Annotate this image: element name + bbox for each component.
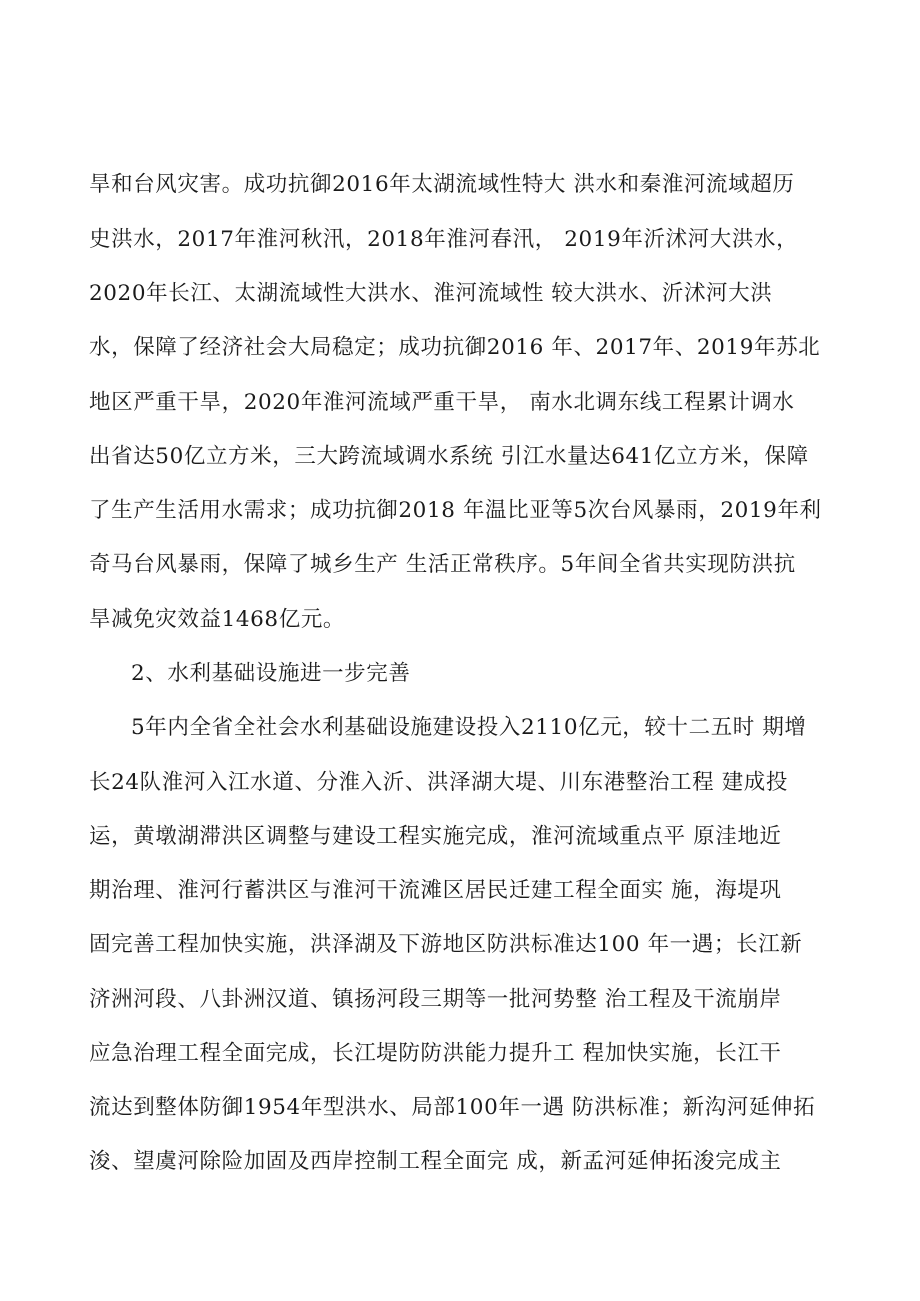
section-heading: 2、水利基础设施进一步完善 [131,661,411,686]
paragraph-1-line-4: 水，保障了经济社会大局稳定；成功抗御2016 年、2017年、2019年苏北 [89,335,821,360]
paragraph-2-line-7: 应急治理工程全面完成，长江堤防防洪能力提升工 程加快实施，长江干 [89,1041,782,1066]
paragraph-2-line-9: 浚、望虞河除险加固及西岸控制工程全面完 成，新孟河延伸拓浚完成主 [89,1149,782,1174]
paragraph-2-line-6: 济洲河段、八卦洲汉道、镇扬河段三期等一批河势整 治工程及干流崩岸 [89,987,782,1012]
paragraph-1-line-3: 2020年长江、太湖流域性大洪水、淮河流域性 较大洪水、沂沭河大洪 [89,281,773,306]
paragraph-2-line-1: 5年内全省全社会水利基础设施建设投入2110亿元，较十二五时 期增 [131,715,807,740]
paragraph-1-line-2: 史洪水，2017年淮河秋汛，2018年淮河春汛， 2019年沂沭河大洪水， [89,227,799,252]
paragraph-1-line-5: 地区严重干旱，2020年淮河流域严重干旱， 南水北调东线工程累计调水 [89,390,795,415]
paragraph-2-line-2: 长24队淮河入江水道、分淮入沂、洪泽湖大堤、川东港整治工程 建成投 [89,770,788,795]
paragraph-2-line-3: 运，黄墩湖滞洪区调整与建设工程实施完成，淮河流域重点平 原洼地近 [89,824,782,849]
paragraph-2-line-8: 流达到整体防御1954年型洪水、局部100年一遇 防洪标准；新沟河延伸拓 [89,1095,816,1120]
paragraph-1-line-9: 旱减免灾效益1468亿元。 [89,607,346,632]
paragraph-1-line-1: 旱和台风灾害。成功抗御2016年太湖流域性特大 洪水和秦淮河流域超历 [89,172,795,197]
paragraph-1-line-8: 奇马台风暴雨，保障了城乡生产 生活正常秩序。5年间全省共实现防洪抗 [89,552,796,577]
paragraph-1-line-7: 了生产生活用水需求；成功抗御2018 年温比亚等5次台风暴雨，2019年利 [89,498,822,523]
paragraph-1-line-6: 出省达50亿立方米，三大跨流域调水系统 引江水量达641亿立方米，保障 [89,444,809,469]
paragraph-2-line-4: 期治理、淮河行蓄洪区与淮河干流滩区居民迁建工程全面实 施，海堤巩 [89,878,782,903]
paragraph-2-line-5: 固完善工程加快实施，洪泽湖及下游地区防洪标准达100 年一遇；长江新 [89,932,803,957]
